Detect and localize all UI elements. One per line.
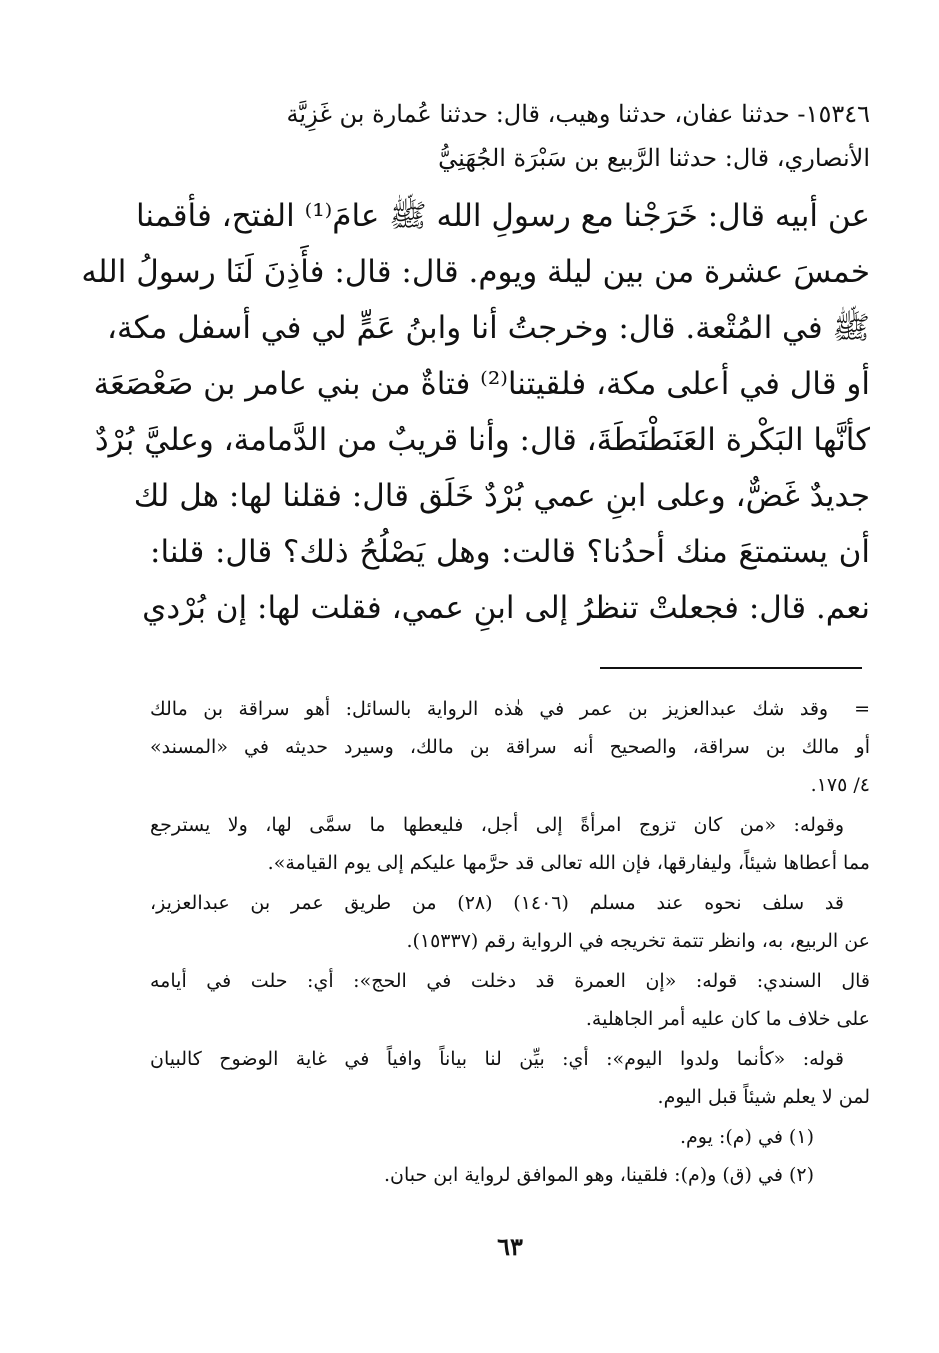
isnad-line: ١٥٣٤٦- حدثنا عفان، حدثنا وهيب، قال: حدثنا عُمارة بن غَزِيَّة [286,100,870,128]
note-paragraph [150,1040,870,1116]
hadith-line: عن أبيه قال: خَرَجْنا مع رسولِ الله ﷺ عامَ⁽¹⁾ الفتح، فأقمنا [135,198,870,234]
book-page [81,92,870,1292]
isnad-line: الأنصاري، قال: حدثنا الرَّبيع بن سَبْرَة الجُهَنِيُّ [438,144,870,172]
isnad-chain [150,92,870,180]
continuation-mark: = [854,698,870,720]
hadith-text [81,188,870,636]
note-line: قد سلف نحوه عند مسلم (١٤٠٦) (٢٨) من طريق عمر بن عبدالعزيز، [150,892,844,914]
note-line-text: وقد شك عبدالعزيز بن عمر في هٰذه الرواية بالسائل: أهو سراقة بن مالك [150,698,829,720]
hadith-line: جديدٌ غَضٌّ، وعلى ابنِ عمي بُرْدٌ خَلَق قال: فقلنا لها: هل لك [133,478,870,514]
note-line: عن الربيع، به، وانظر تتمة تخريجه في الرواية رقم (١٥٣٣٧). [406,930,870,952]
note-line: ٤/ ١٧٥. [810,774,870,796]
footnote-item: (٢) في (ق) و(م): فلقينا، وهو الموافق لرواية ابن حبان. [383,1164,814,1186]
note-line: قوله: «كأنما ولدوا اليوم»: أي: بيِّن لنا بياناً وافياً في غاية الوضوح كالبيان [150,1048,844,1070]
note-line: لمن لا يعلم شيئاً قبل اليوم. [657,1086,870,1108]
note-line: قال السندي: قوله: «إن العمرة قد دخلت في الحج»: أي: حلت في أيامه [150,970,870,992]
footnote-list [150,1118,870,1194]
note-paragraph [150,884,870,960]
hadith-line: كأنَّها البَكْرة العَنَطْنَطَةَ، قال: وأنا قريبٌ من الدَّمامة، وعليَّ بُرْدٌ [94,422,870,458]
hadith-line: أن يستمتعَ منك أحدُنا؟ قالت: وهل يَصْلُحُ ذلك؟ قال: قلنا: [150,534,870,570]
hadith-line: ﷺ في المُتْعة. قال: وخرجتُ أنا وابنُ عَمٍّ لي في أسفل مكة، [107,310,870,346]
hadith-line: خمسَ عشرة من بين ليلة ويوم. قال: قال: فأَذِنَ لَنَا رسولُ الله [81,254,870,290]
hadith-line: نعم. قال: فجعلتْ تنظرُ إلى ابنِ عمي، فقلت لها: إن بُرْدي [142,590,870,626]
note-paragraph [150,962,870,1038]
note-line: أو مالك بن سراقة، والصحيح أنه سراقة بن مالك، وسيرد حديثه في «المسند» [150,736,870,758]
footnotes-section [150,690,870,1196]
footnote-item: (١) في (م): يوم. [680,1126,814,1148]
hadith-line: أو قال في أعلى مكة، فلقيتنا⁽²⁾ فتاةٌ من بني عامر بن صَعْصَعَة [93,366,870,402]
footnote-separator [600,667,862,669]
note-paragraph [150,690,870,804]
note-line: وقوله: «من كان تزوج امرأةً إلى أجل، فليعطها ما سمَّى لها، ولا يسترجع [150,814,844,836]
note-paragraph [150,806,870,882]
note-line: على خلاف ما كان عليه أمر الجاهلية. [585,1008,870,1030]
note-line: مما أعطاها شيئاً، وليفارقها، فإن الله تعالى قد حرَّمها عليكم إلى يوم القيامة». [267,852,870,874]
page-number: ٦٣ [497,1232,523,1261]
note-line [150,690,870,728]
